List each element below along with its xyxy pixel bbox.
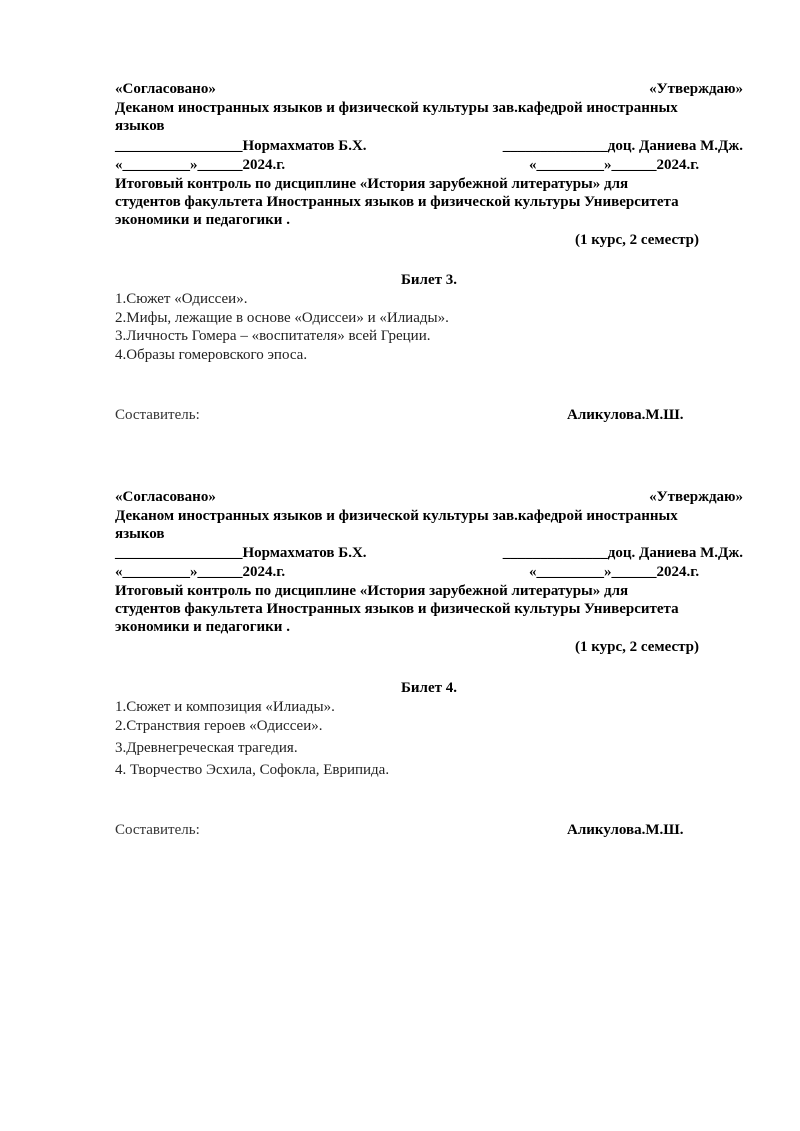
course-semester: (1 курс, 2 семестр)	[574, 232, 699, 248]
question-item: 4. Творчество Эсхила, Софокла, Еврипида.	[115, 762, 390, 778]
question-item: 1.Сюжет и композиция «Илиады».	[115, 699, 335, 715]
question-item: 3.Древнегреческая трагедия.	[115, 740, 298, 756]
question-item: 4.Образы гомеровского эпоса.	[115, 347, 308, 363]
date-right: «_________»______2024.г.	[529, 157, 700, 173]
date-right: «_________»______2024.г.	[529, 564, 700, 580]
question-item: 3.Личность Гомера – «воспитателя» всей Греции.	[115, 328, 431, 344]
exam-title-line-1: Итоговый контроль по дисциплине «История зарубежной литературы» для	[115, 176, 629, 192]
compiler-label: Составитель:	[115, 407, 200, 423]
exam-title-line-2: студентов факультета Иностранных языков и физической культуры Университета	[115, 194, 679, 210]
approve-label: «Утверждаю»	[649, 489, 743, 505]
ticket-block	[115, 80, 743, 440]
course-semester: (1 курс, 2 семестр)	[574, 639, 699, 655]
exam-title-line-3: экономики и педагогики .	[115, 212, 290, 228]
ticket-block	[115, 488, 743, 848]
dean-line: Деканом иностранных языков и физической культуры зав.кафедрой иностранных	[115, 100, 678, 116]
date-left: «_________»______2024.г.	[115, 564, 286, 580]
question-item: 2.Мифы, лежащие в основе «Одиссеи» и «Илиады».	[115, 310, 449, 326]
signature-left: _________________Нормахматов Б.Х.	[115, 138, 367, 154]
signature-right: ______________доц. Даниева М.Дж.	[502, 545, 743, 561]
compiler-name: Аликулова.М.Ш.	[567, 822, 684, 838]
exam-title-line-1: Итоговый контроль по дисциплине «История зарубежной литературы» для	[115, 583, 629, 599]
compiler-name: Аликулова.М.Ш.	[567, 407, 684, 423]
date-left: «_________»______2024.г.	[115, 157, 286, 173]
compiler-label: Составитель:	[115, 822, 200, 838]
signature-right: ______________доц. Даниева М.Дж.	[502, 138, 743, 154]
dean-line-cont: языков	[115, 526, 165, 542]
ticket-title: Билет 3.	[400, 272, 457, 288]
signature-left: _________________Нормахматов Б.Х.	[115, 545, 367, 561]
agreed-label: «Согласовано»	[115, 489, 216, 505]
ticket-title: Билет 4.	[400, 680, 457, 696]
dean-line: Деканом иностранных языков и физической культуры зав.кафедрой иностранных	[115, 508, 678, 524]
agreed-label: «Согласовано»	[115, 81, 216, 97]
exam-title-line-2: студентов факультета Иностранных языков и физической культуры Университета	[115, 601, 679, 617]
question-item: 2.Странствия героев «Одиссеи».	[115, 718, 323, 734]
exam-title-line-3: экономики и педагогики .	[115, 619, 290, 635]
question-item: 1.Сюжет «Одиссеи».	[115, 291, 248, 307]
dean-line-cont: языков	[115, 118, 165, 134]
approve-label: «Утверждаю»	[649, 81, 743, 97]
